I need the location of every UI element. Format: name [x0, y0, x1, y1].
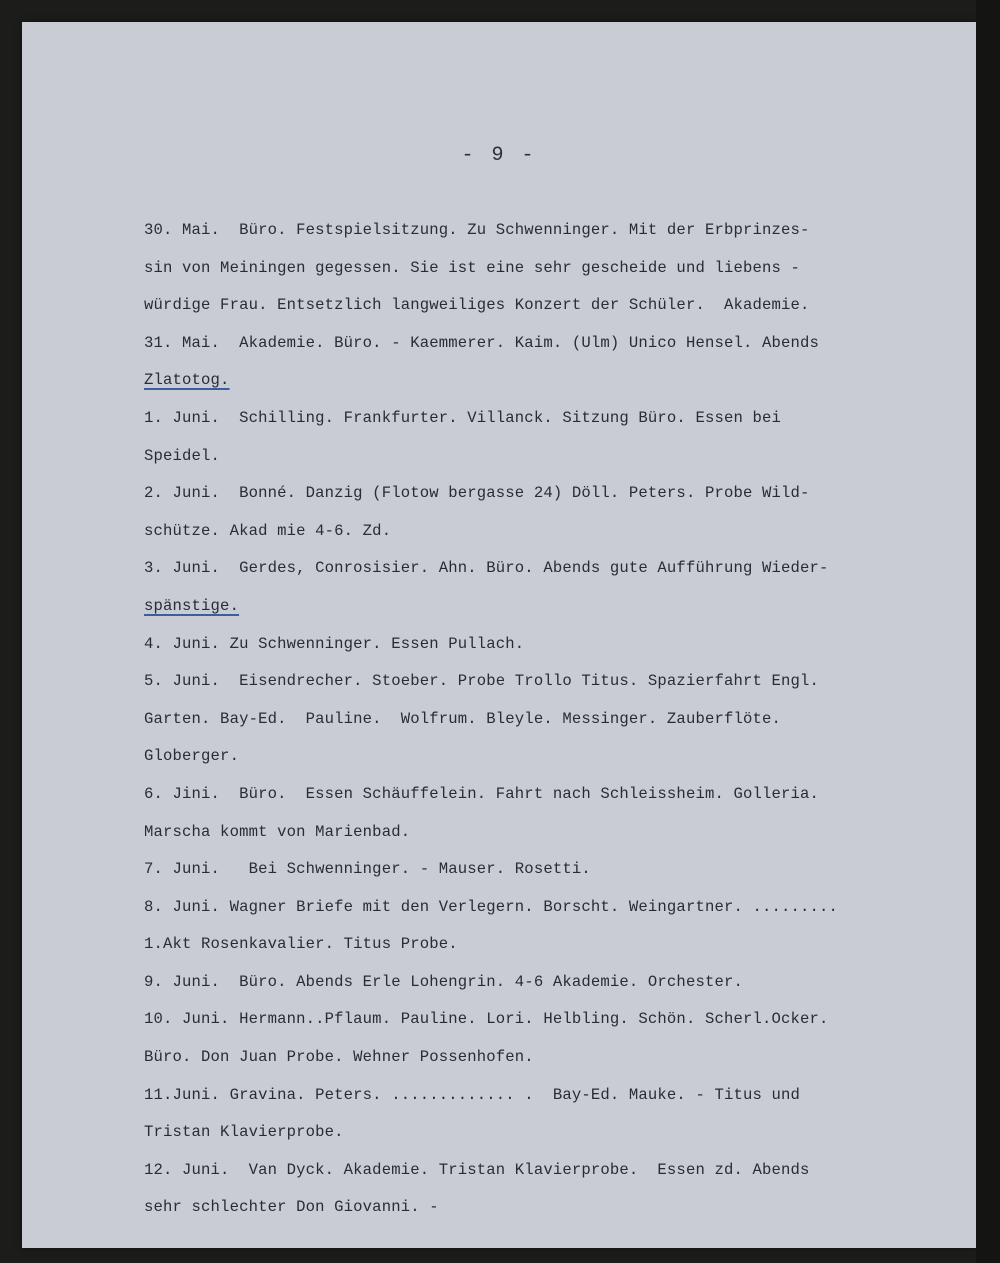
- text-line: Globerger.: [144, 747, 240, 766]
- text-line: 30. Mai. Büro. Festspielsitzung. Zu Schwenninger. Mit der Erbprinzes-: [144, 221, 810, 239]
- text-line: Garten. Bay-Ed. Pauline. Wolfrum. Bleyle. Messinger. Zauberflöte.: [144, 709, 782, 728]
- text-line: 11.Juni. Gravina. Peters. ............. . Bay-Ed. Mauke. - Titus und: [144, 1085, 801, 1104]
- diary-entries: [144, 212, 974, 1227]
- text-line: 5. Juni. Eisendrecher. Stoeber. Probe Trollo Titus. Spazierfahrt Engl.: [144, 672, 820, 691]
- text-line: 9. Juni. Büro. Abends Erle Lohengrin. 4-6 Akademie. Orchester.: [144, 972, 743, 991]
- text-line: sin von Meiningen gegessen. Sie ist eine sehr gescheide und liebens -: [144, 258, 801, 277]
- text-line: würdige Frau. Entsetzlich langweiliges Konzert der Schüler. Akademie.: [144, 296, 810, 315]
- text-line: Tristan Klavierprobe.: [144, 1123, 344, 1142]
- text-line: sehr schlechter Don Giovanni. -: [144, 1198, 439, 1217]
- text-line: Speidel.: [144, 446, 221, 465]
- text-line: 7. Juni. Bei Schwenninger. - Mauser. Rosetti.: [144, 860, 591, 879]
- text-line: spänstige.: [144, 596, 240, 615]
- typewritten-page: [22, 22, 976, 1248]
- text-line: 3. Juni. Gerdes, Conrosisier. Ahn. Büro. Abends gute Aufführung Wieder-: [144, 559, 829, 578]
- text-line: schütze. Akad mie 4-6. Zd.: [144, 521, 392, 540]
- text-line: 1.Akt Rosenkavalier. Titus Probe.: [144, 935, 458, 954]
- text-line: 12. Juni. Van Dyck. Akademie. Tristan Klavierprobe. Essen zd. Abends: [144, 1160, 810, 1179]
- text-line: 2. Juni. Bonné. Danzig (Flotow bergasse 24) Döll. Peters. Probe Wild-: [144, 484, 810, 503]
- text-line: 4. Juni. Zu Schwenninger. Essen Pullach.: [144, 634, 525, 653]
- text-line: 6. Jini. Büro. Essen Schäuffelein. Fahrt nach Schleissheim. Golleria.: [144, 784, 820, 803]
- text-line: 1. Juni. Schilling. Frankfurter. Villanck. Sitzung Büro. Essen bei: [144, 408, 782, 427]
- text-line: 31. Mai. Akademie. Büro. - Kaemmerer. Kaim. (Ulm) Unico Hensel. Abends: [144, 333, 820, 352]
- text-line: Marscha kommt von Marienbad.: [144, 822, 411, 841]
- scan-edge: [976, 0, 1000, 1263]
- text-line: Zlatotog.: [144, 371, 230, 390]
- page-number: - 9 -: [461, 144, 537, 167]
- text-line: 10. Juni. Hermann..Pflaum. Pauline. Lori. Helbling. Schön. Scherl.Ocker.: [144, 1010, 829, 1029]
- text-line: Büro. Don Juan Probe. Wehner Possenhofen.: [144, 1048, 534, 1067]
- text-line: 8. Juni. Wagner Briefe mit den Verlegern. Borscht. Weingartner. .........: [144, 897, 839, 916]
